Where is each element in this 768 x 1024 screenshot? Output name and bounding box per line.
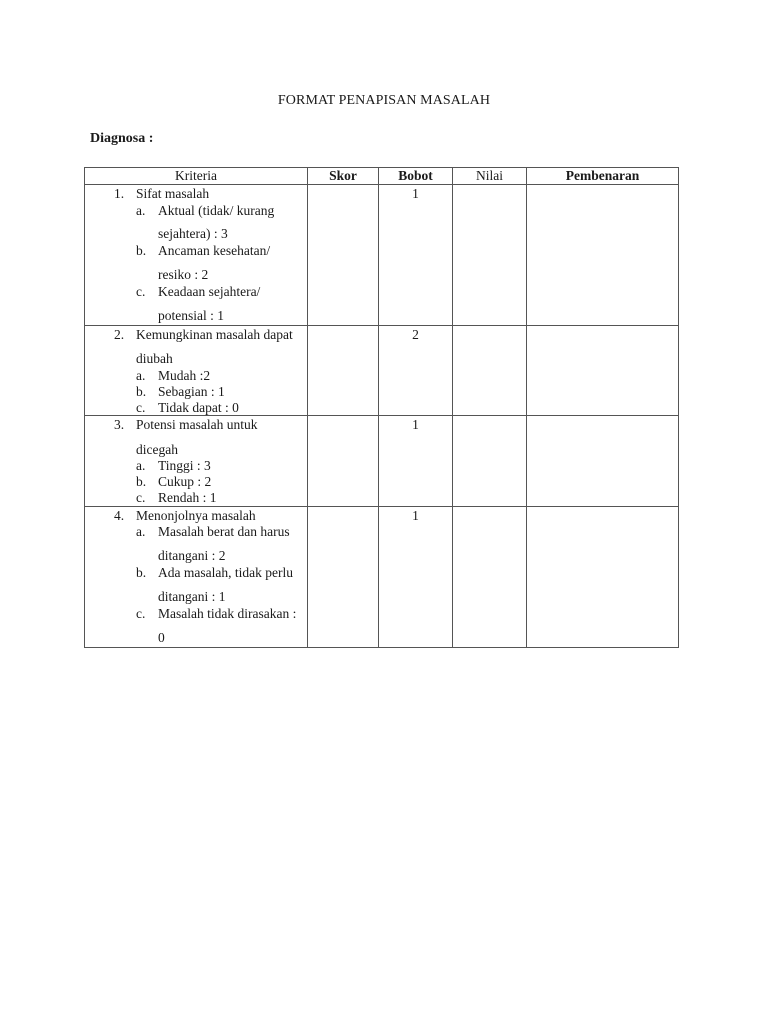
option-letter: b.: [136, 384, 147, 399]
screening-table: [84, 167, 679, 648]
bobot-cell: 1: [379, 507, 453, 648]
header-kriteria: Kriteria: [85, 168, 308, 185]
option-text: Tidak dapat : 0: [158, 400, 239, 415]
option-text: Aktual (tidak/ kurang: [158, 203, 275, 218]
option-text-cont: ditangani : 1: [158, 589, 226, 604]
header-bobot: Bobot: [379, 168, 453, 185]
criterion-title-cont: dicegah: [136, 442, 178, 457]
option-letter: a.: [136, 203, 146, 218]
option-letter: b.: [136, 243, 147, 258]
option-letter: c.: [136, 400, 146, 415]
option-text: Mudah :2: [158, 368, 211, 383]
option-letter: c.: [136, 606, 146, 621]
option-letter: c.: [136, 490, 146, 505]
table-row: [85, 326, 679, 416]
skor-cell[interactable]: [308, 507, 379, 648]
table-row: [85, 185, 679, 326]
pembenaran-cell[interactable]: [527, 185, 679, 326]
table-header-row: [85, 168, 679, 185]
criterion-number: 1.: [114, 186, 125, 201]
criterion-title-cont: diubah: [136, 351, 173, 366]
option-text: Rendah : 1: [158, 490, 217, 505]
option-text: Ancaman kesehatan/: [158, 243, 271, 258]
kriteria-cell: [85, 185, 308, 326]
option-text: Ada masalah, tidak perlu: [158, 565, 293, 580]
option-letter: b.: [136, 474, 147, 489]
criterion-title: Sifat masalah: [136, 186, 210, 201]
option-letter: a.: [136, 458, 146, 473]
option-letter: a.: [136, 368, 146, 383]
criterion-title: Menonjolnya masalah: [136, 508, 256, 523]
kriteria-cell: [85, 507, 308, 648]
header-skor: Skor: [308, 168, 379, 185]
option-letter: a.: [136, 524, 146, 539]
skor-cell[interactable]: [308, 185, 379, 326]
option-text: Keadaan sejahtera/: [158, 284, 261, 299]
criterion-title: Kemungkinan masalah dapat: [136, 327, 293, 342]
diagnosa-label: Diagnosa :: [90, 131, 154, 146]
bobot-cell: 1: [379, 185, 453, 326]
kriteria-cell: [85, 416, 308, 507]
option-text: Masalah tidak dirasakan :: [158, 606, 297, 621]
option-text: Sebagian : 1: [158, 384, 225, 399]
option-text-cont: ditangani : 2: [158, 548, 226, 563]
pembenaran-cell[interactable]: [527, 326, 679, 416]
table-row: [85, 416, 679, 507]
criterion-number: 4.: [114, 508, 125, 523]
option-text-cont: potensial : 1: [158, 308, 224, 323]
bobot-cell: 1: [379, 416, 453, 507]
bobot-cell: 2: [379, 326, 453, 416]
nilai-cell[interactable]: [453, 416, 527, 507]
header-nilai: Nilai: [453, 168, 527, 185]
option-letter: c.: [136, 284, 146, 299]
pembenaran-cell[interactable]: [527, 507, 679, 648]
option-text-cont: 0: [158, 630, 165, 645]
option-letter: b.: [136, 565, 147, 580]
option-text: Cukup : 2: [158, 474, 212, 489]
header-pembenaran: Pembenaran: [527, 168, 679, 185]
criterion-number: 2.: [114, 327, 125, 342]
nilai-cell[interactable]: [453, 326, 527, 416]
document-title: FORMAT PENAPISAN MASALAH: [277, 93, 491, 108]
criterion-title: Potensi masalah untuk: [136, 417, 258, 432]
option-text: Tinggi : 3: [158, 458, 211, 473]
pembenaran-cell[interactable]: [527, 416, 679, 507]
table-row: [85, 507, 679, 648]
option-text-cont: resiko : 2: [158, 267, 209, 282]
option-text: Masalah berat dan harus: [158, 524, 290, 539]
kriteria-cell: [85, 326, 308, 416]
skor-cell[interactable]: [308, 416, 379, 507]
nilai-cell[interactable]: [453, 507, 527, 648]
criterion-number: 3.: [114, 417, 125, 432]
option-text-cont: sejahtera) : 3: [158, 226, 228, 241]
nilai-cell[interactable]: [453, 185, 527, 326]
skor-cell[interactable]: [308, 326, 379, 416]
